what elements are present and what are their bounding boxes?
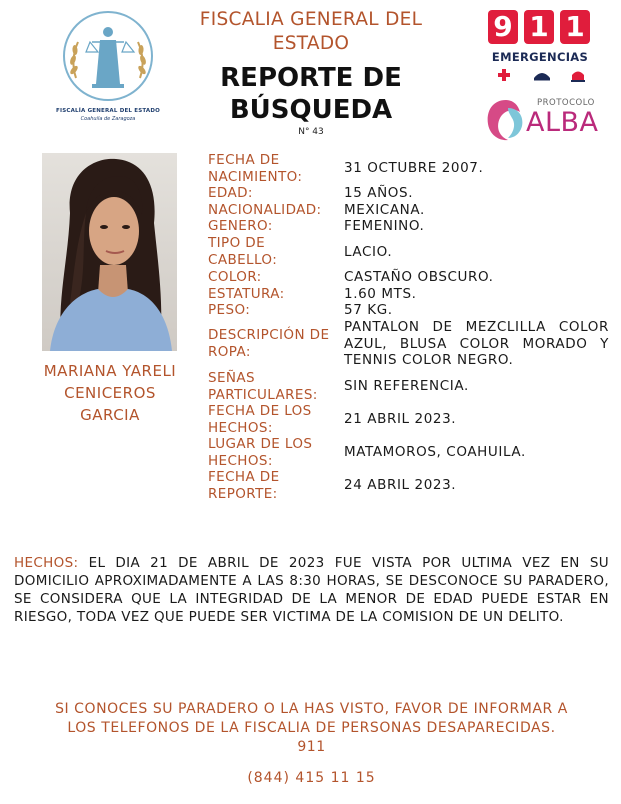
person-name: [30, 360, 190, 426]
label-genero: GENERO:: [208, 218, 273, 234]
digit-1-first: 1: [524, 10, 554, 44]
label-descripcion-ropa: DESCRIPCIÓN DE ROPA:: [208, 327, 330, 360]
label-fecha-hechos: FECHA DE LOS HECHOS:: [208, 403, 312, 436]
woman-profile-icon: [484, 98, 528, 142]
police-icon: [534, 73, 550, 81]
digit-9: 9: [488, 10, 518, 44]
siren-icon: [571, 72, 585, 83]
value-tipo-cabello: LACIO.: [344, 244, 393, 260]
fiscalia-logo: [48, 8, 168, 136]
label-tipo-cabello: TIPO DE CABELLO:: [208, 235, 278, 268]
logo-caption-line1: FISCALÍA GENERAL DEL ESTADO: [55, 108, 160, 114]
protocolo-alba-logo: [484, 96, 604, 144]
value-fecha-nacimiento: 31 OCTUBRE 2007.: [344, 160, 484, 176]
contact-notice-line2: LOS TELEFONOS DE LA FISCALIA DE PERSONAS DESAPARECIDAS.: [67, 720, 556, 736]
logo-caption-line2: Coahuila de Zaragoza: [80, 116, 136, 122]
value-fecha-reporte: 24 ABRIL 2023.: [344, 477, 457, 493]
label-fecha-reporte: FECHA DE REPORTE:: [208, 469, 280, 502]
contact-phone: (844) 415 11 15: [247, 770, 376, 786]
label-senas-particulares: SEÑAS PARTICULARES:: [208, 370, 318, 403]
digit-1-second: 1: [560, 10, 590, 44]
value-peso: 57 KG.: [344, 302, 393, 318]
value-color: CASTAÑO OBSCURO.: [344, 269, 494, 285]
person-name-line2: CENICEROS: [64, 384, 156, 402]
person-name-line3: GARCIA: [80, 406, 140, 424]
contact-notice-line3: 911: [297, 739, 326, 755]
logo-911: [486, 10, 594, 82]
hechos-label: HECHOS:: [14, 555, 79, 571]
label-color: COLOR:: [208, 269, 262, 285]
label-estatura: ESTATURA:: [208, 286, 285, 302]
alba-label: ALBA: [526, 107, 599, 138]
label-peso: PESO:: [208, 302, 251, 318]
label-nacionalidad: NACIONALIDAD:: [208, 202, 322, 218]
agency-title-line2: ESTADO: [272, 33, 350, 54]
value-lugar-hechos: MATAMOROS, COAHUILA.: [344, 444, 526, 460]
agency-title: [176, 8, 446, 56]
value-genero: FEMENINO.: [344, 218, 425, 234]
portrait-image: [42, 153, 177, 351]
agency-title-line1: FISCALIA GENERAL DEL: [199, 9, 423, 30]
label-fecha-nacimiento: FECHA DE NACIMIENTO:: [208, 152, 303, 185]
label-lugar-hechos: LUGAR DE LOS HECHOS:: [208, 436, 313, 469]
value-fecha-hechos: 21 ABRIL 2023.: [344, 411, 457, 427]
report-number: N° 43: [298, 127, 324, 137]
cross-icon: [498, 69, 510, 81]
person-name-line1: MARIANA YARELI: [43, 362, 177, 380]
hechos-paragraph: [14, 554, 609, 626]
report-title-line1: REPORTE DE: [220, 63, 402, 93]
missing-person-photo: [42, 153, 177, 351]
value-edad: 15 AÑOS.: [344, 185, 414, 201]
contact-notice-line1: SI CONOCES SU PARADERO O LA HAS VISTO, FAVOR DE INFORMAR A: [55, 701, 568, 717]
value-senas-particulares: SIN REFERENCIA.: [344, 378, 469, 394]
alba-protocolo-label: PROTOCOLO: [537, 98, 595, 108]
report-title: [176, 62, 446, 126]
value-estatura: 1.60 MTS.: [344, 286, 417, 302]
hechos-text: EL DIA 21 DE ABRIL DE 2023 FUE VISTA POR ULTIMA VEZ EN SU DOMICILIO APROXIMADAMENTE A LAS 8:30 HORAS, SE DESCONOCE SU PARADERO, SE CONSIDERA QUE LA INTEGRIDAD DE LA MENOR DE EDAD PUEDE ESTAR EN RIESGO, TODA VEZ QUE PUEDE SER VICTIMA DE LA COMISION DE UN DELITO.: [14, 555, 609, 625]
report-title-line2: BÚSQUEDA: [229, 95, 393, 125]
value-nacionalidad: MEXICANA.: [344, 202, 425, 218]
emergency-icons: [492, 67, 592, 81]
label-edad: EDAD:: [208, 185, 253, 201]
emergencias-label: EMERGENCIAS: [491, 50, 589, 64]
value-descripcion-ropa: PANTALON DE MEZCLILLA COLOR AZUL, BLUSA COLOR MORADO Y TENNIS COLOR NEGRO.: [344, 319, 609, 368]
contact-notice: [14, 700, 609, 757]
